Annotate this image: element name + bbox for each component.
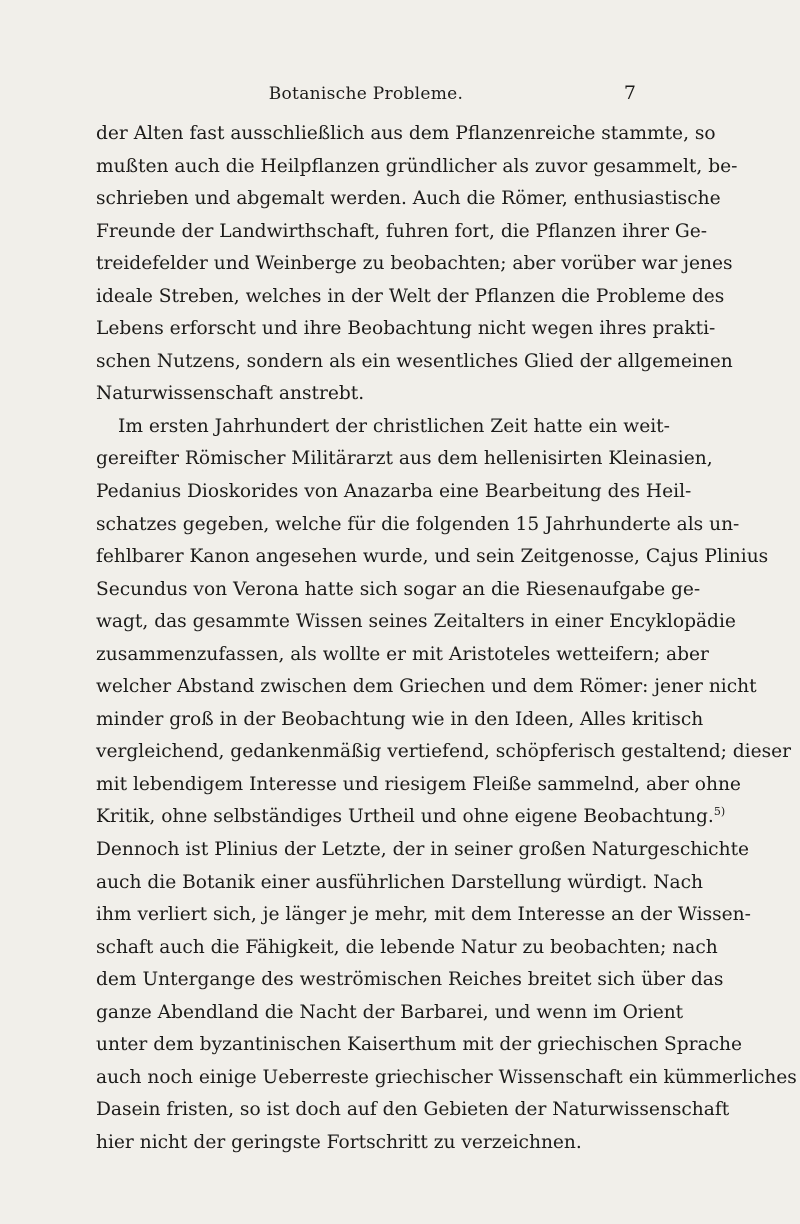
text-line <box>96 801 726 834</box>
text-line: gereifter Römischer Militärarzt aus dem hellenisirten Kleinasien, <box>96 448 713 470</box>
text-line: Lebens erforscht und ihre Beobachtung nicht wegen ihres prakti- <box>96 318 716 340</box>
text-line: schen Nutzens, sondern als ein wesentliches Glied der allgemeinen <box>96 350 733 372</box>
text-line: vergleichend, gedankenmäßig vertiefend, schöpferisch gestaltend; dieser <box>96 741 792 763</box>
running-title: Botanische Probleme. <box>268 84 464 104</box>
text-line: Dennoch ist Plinius der Letzte, der in seiner großen Naturgeschichte <box>96 839 750 861</box>
text-line: mußten auch die Heilpflanzen gründlicher als zuvor gesammelt, be- <box>96 155 738 177</box>
text-line: minder groß in der Beobachtung wie in den Ideen, Alles kritisch <box>96 708 704 730</box>
text-line: Dasein fristen, so ist doch auf den Gebieten der Naturwissenschaft <box>96 1099 730 1121</box>
text-line: Pedanius Dioskorides von Anazarba eine Bearbeitung des Heil- <box>96 481 692 503</box>
text-line: ideale Streben, welches in der Welt der Pflanzen die Probleme des <box>96 285 725 307</box>
text-line: zusammenzufassen, als wollte er mit Aristoteles wetteifern; aber <box>96 643 709 665</box>
footnote-marker: 5) <box>713 805 726 819</box>
text-line: der Alten fast ausschließlich aus dem Pflanzenreiche stammte, so <box>96 123 716 144</box>
text-line: Freunde der Landwirthschaft, fuhren fort, die Pflanzen ihrer Ge- <box>96 220 708 242</box>
text-line: treidefelder und Weinberge zu beobachten; aber vorüber war jenes <box>96 253 733 275</box>
text-line: Secundus von Verona hatte sich sogar an die Riesenaufgabe ge- <box>96 578 701 600</box>
text-line: dem Untergange des weströmischen Reiches breitet sich über das <box>96 969 724 991</box>
text-line: wagt, das gesammte Wissen seines Zeitalters in einer Encyklopädie <box>96 611 736 633</box>
text-line: auch die Botanik einer ausführlichen Darstellung würdigt. Nach <box>96 871 703 893</box>
page-number: 7 <box>623 82 636 104</box>
text-line: schaft auch die Fähigkeit, die lebende Natur zu beobachten; nach <box>96 936 718 958</box>
text-line-content: Kritik, ohne selbständiges Urtheil und ohne eigene Beobachtung. <box>96 806 714 828</box>
text-line: fehlbarer Kanon angesehen wurde, und sein Zeitgenosse, Cajus Plinius <box>96 546 769 568</box>
text-line: ihm verliert sich, je länger je mehr, mit dem Interesse an der Wissen- <box>96 904 751 926</box>
text-line: schatzes gegeben, welche für die folgenden 15 Jahrhunderte als un- <box>96 513 740 535</box>
text-line: hier nicht der geringste Fortschritt zu verzeichnen. <box>96 1131 582 1153</box>
text-line: unter dem byzantinischen Kaiserthum mit der griechischen Sprache <box>96 1034 742 1056</box>
text-line: Naturwissenschaft anstrebt. <box>96 383 365 405</box>
text-line: mit lebendigem Interesse und riesigem Fleiße sammelnd, aber ohne <box>96 773 741 795</box>
page-header <box>96 84 636 110</box>
text-line: Im ersten Jahrhundert der christlichen Zeit hatte ein weit- <box>118 415 670 437</box>
text-line: welcher Abstand zwischen dem Griechen und dem Römer: jener nicht <box>96 676 757 698</box>
body-text <box>96 118 797 1160</box>
text-line: schrieben und abgemalt werden. Auch die Römer, enthusiastische <box>96 188 721 210</box>
text-line: ganze Abendland die Nacht der Barbarei, und wenn im Orient <box>96 1001 684 1023</box>
text-line: auch noch einige Ueberreste griechischer Wissenschaft ein kümmerliches <box>96 1066 797 1088</box>
